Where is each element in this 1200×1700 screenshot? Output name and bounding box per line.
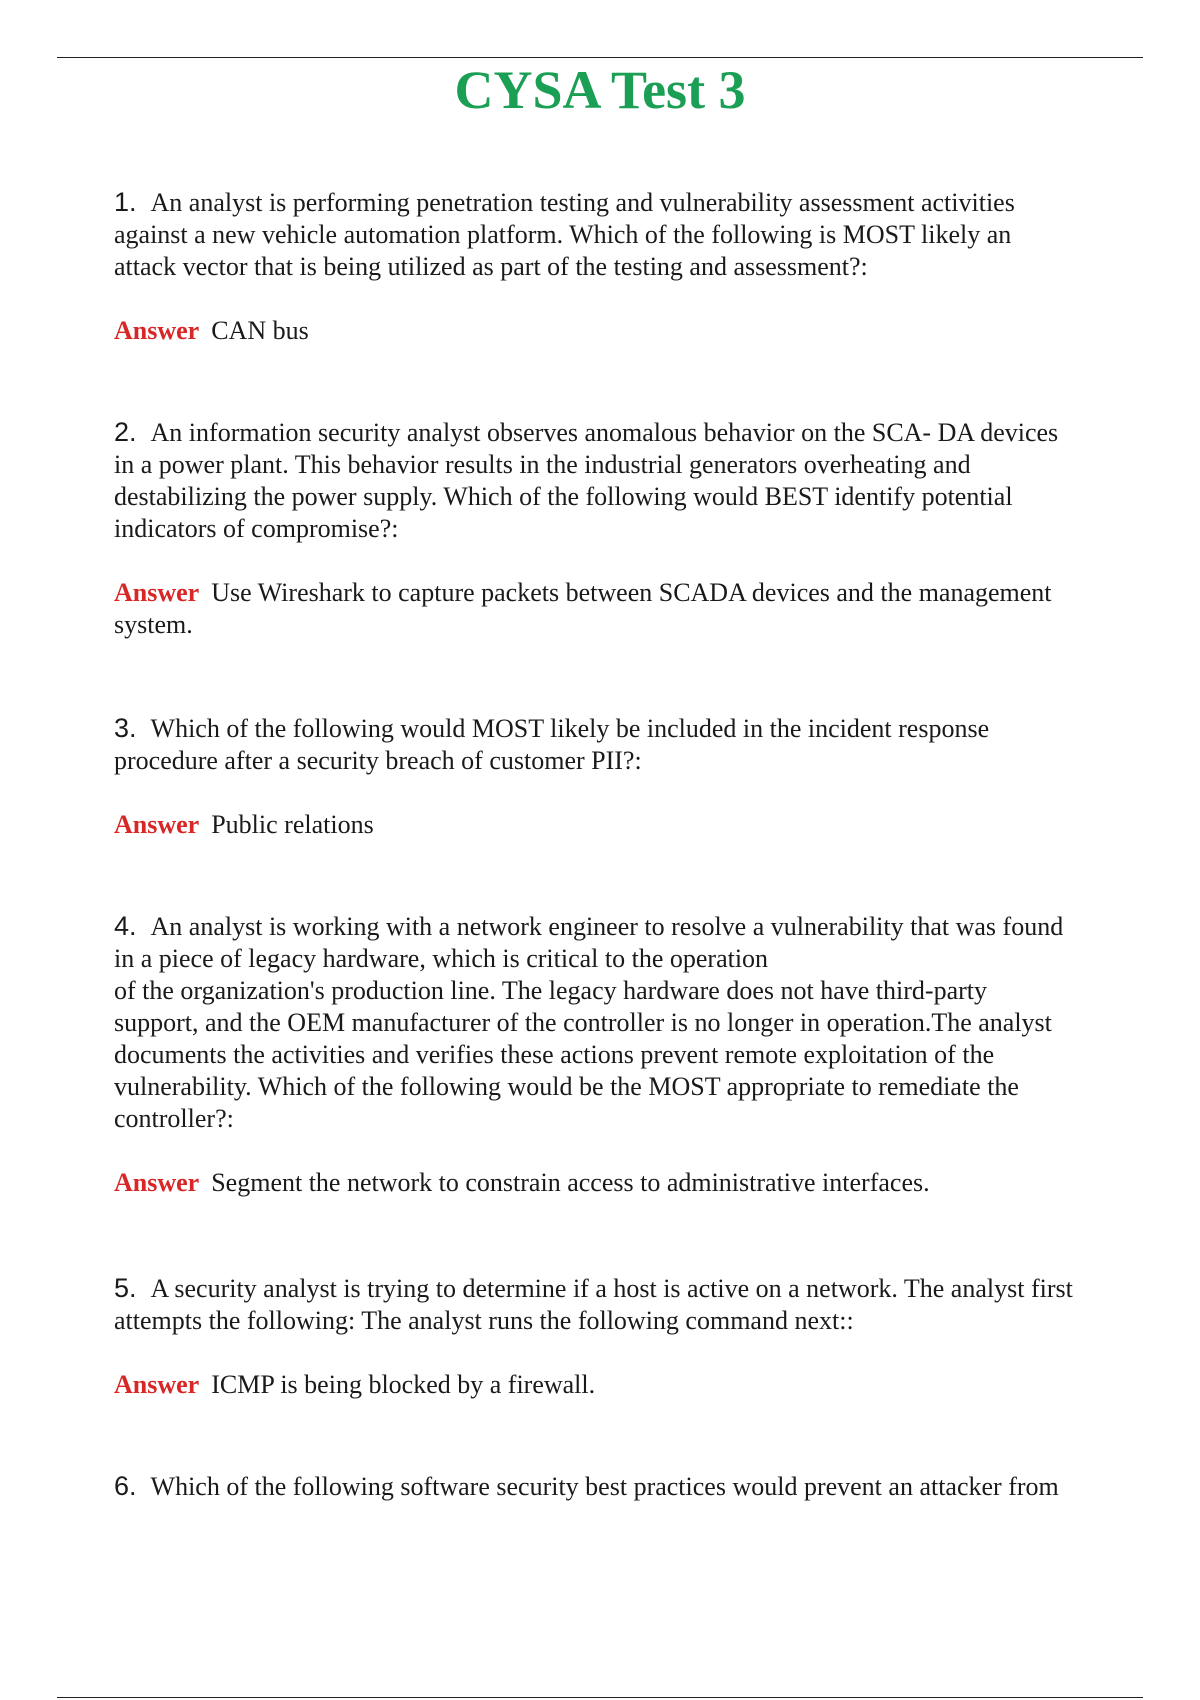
- question-line: procedure after a security breach of customer PII?:: [114, 746, 642, 775]
- question-line: against a new vehicle automation platform. Which of the following is MOST likely an: [114, 220, 1012, 249]
- answer-text: [114, 577, 1144, 641]
- question-line: in a piece of legacy hardware, which is critical to the operation: [114, 944, 769, 973]
- question-line: of the organization's production line. The legacy hardware does not have third-party: [114, 976, 987, 1005]
- answer-line: system.: [114, 610, 193, 639]
- question-line: in a power plant. This behavior results in the industrial generators overheating and: [114, 450, 971, 479]
- answer-label: Answer: [114, 810, 200, 839]
- question-number: 4.: [114, 911, 137, 941]
- question-line: controller?:: [114, 1104, 234, 1133]
- question-line: A security analyst is trying to determine if a host is active on a network. The analyst first: [150, 1274, 1073, 1303]
- question-line: documents the activities and verifies these actions prevent remote exploitation of the: [114, 1040, 995, 1069]
- answer-line: Public relations: [211, 810, 374, 839]
- question-block: [114, 416, 1144, 641]
- question-line: An information security analyst observes anomalous behavior on the SCA- DA devices: [150, 418, 1059, 447]
- question-line: An analyst is performing penetration testing and vulnerability assessment activities: [150, 188, 1015, 217]
- question-number: 3.: [114, 713, 137, 743]
- question-block: [114, 186, 1144, 347]
- question-line: support, and the OEM manufacturer of the controller is no longer in operation.The analyst: [114, 1008, 1052, 1037]
- answer-text: [114, 809, 1144, 841]
- question-number: 6.: [114, 1471, 137, 1501]
- question-block: [114, 712, 1144, 841]
- answer-line: Segment the network to constrain access to administrative interfaces.: [211, 1168, 930, 1197]
- answer-line: Use Wireshark to capture packets between SCADA devices and the management: [211, 578, 1052, 607]
- answer-text: [114, 1369, 1144, 1401]
- answer-line: CAN bus: [211, 316, 309, 345]
- question-number: 2.: [114, 417, 137, 447]
- question-text: [114, 416, 1144, 545]
- question-text: [114, 1470, 1144, 1503]
- question-block: [114, 1272, 1144, 1401]
- question-line: An analyst is working with a network engineer to resolve a vulnerability that was found: [150, 912, 1064, 941]
- question-text: [114, 910, 1144, 1135]
- question-number: 5.: [114, 1273, 137, 1303]
- question-line: vulnerability. Which of the following would be the MOST appropriate to remediate the: [114, 1072, 1019, 1101]
- question-block: [114, 910, 1144, 1199]
- question-line: Which of the following software security best practices would prevent an attacker from: [150, 1472, 1059, 1501]
- question-line: attempts the following: The analyst runs the following command next::: [114, 1306, 854, 1335]
- answer-line: ICMP is being blocked by a firewall.: [211, 1370, 596, 1399]
- question-number: 1.: [114, 187, 137, 217]
- document-title: CYSA Test 3: [454, 60, 746, 120]
- question-line: Which of the following would MOST likely be included in the incident response: [150, 714, 990, 743]
- answer-label: Answer: [114, 1370, 200, 1399]
- question-text: [114, 712, 1144, 777]
- answer-text: [114, 1167, 1144, 1199]
- answer-label: Answer: [114, 578, 200, 607]
- question-text: [114, 1272, 1144, 1337]
- question-line: indicators of compromise?:: [114, 514, 399, 543]
- question-line: destabilizing the power supply. Which of the following would BEST identify potential: [114, 482, 1013, 511]
- answer-label: Answer: [114, 316, 200, 345]
- answer-label: Answer: [114, 1168, 200, 1197]
- question-block: [114, 1470, 1144, 1503]
- answer-text: [114, 315, 1144, 347]
- question-line: attack vector that is being utilized as part of the testing and assessment?:: [114, 252, 868, 281]
- question-text: [114, 186, 1144, 283]
- bottom-rule: [57, 1697, 1143, 1698]
